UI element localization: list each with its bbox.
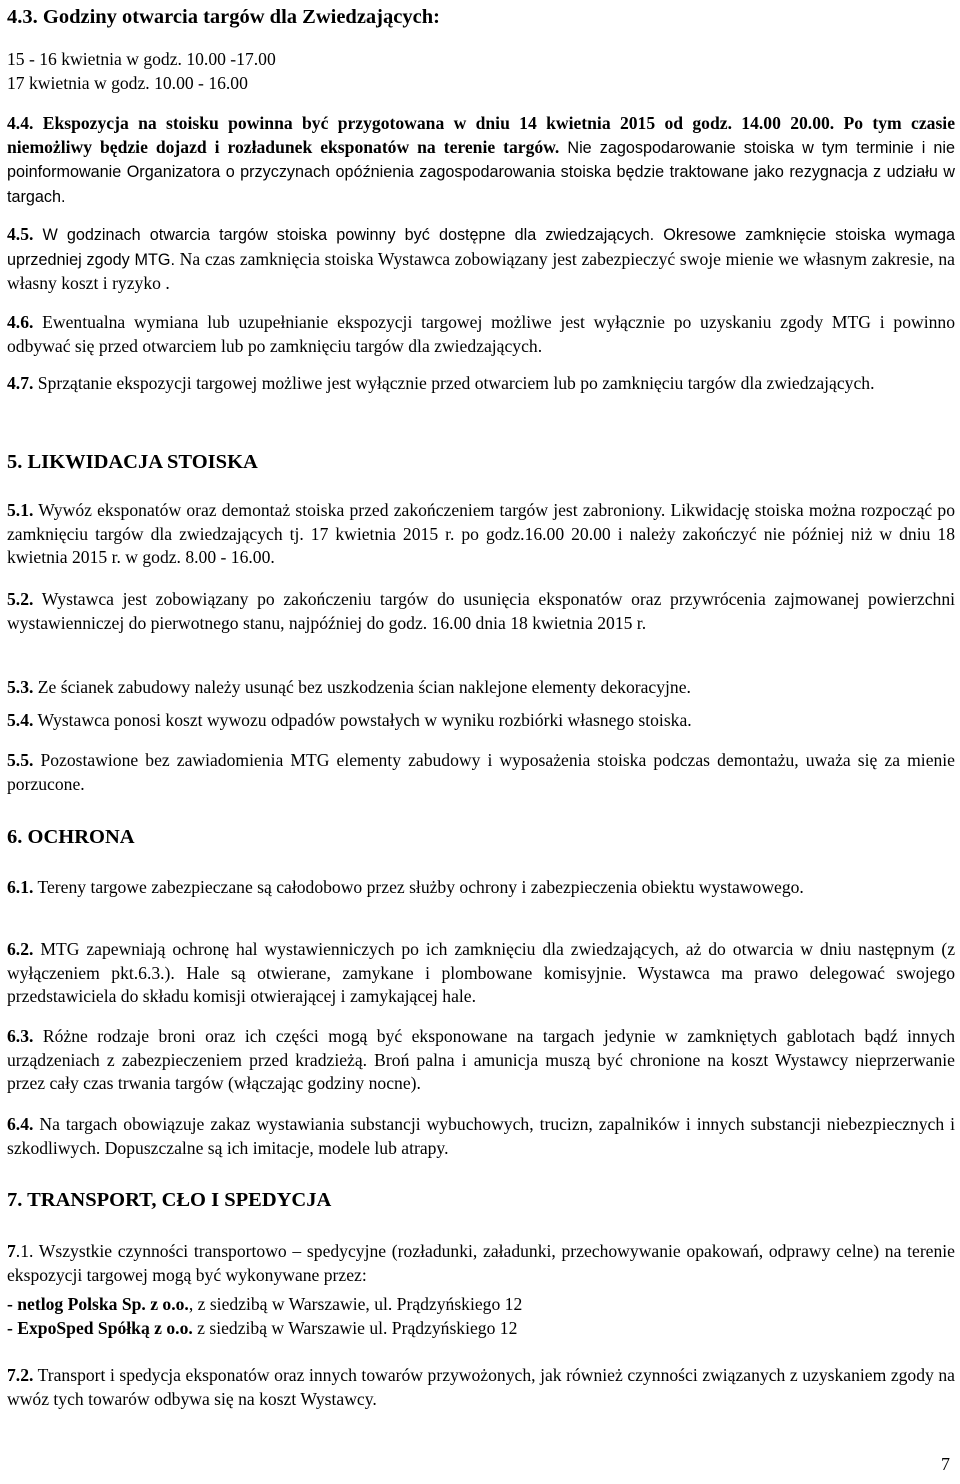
section-4-7-number: 4.7. xyxy=(7,373,34,393)
carrier-item-2 xyxy=(7,1317,955,1341)
section-4-5-text: Na czas zamknięcia stoiska Wystawca zobowiązany jest zabezpieczyć swoje mienie we własnym zakresie, na własny koszt i ryzyko . xyxy=(7,248,955,293)
section-7-1-number-rest: .1. xyxy=(15,1241,34,1261)
section-5-4-number: 5.4. xyxy=(7,710,34,730)
section-6-3-text: Różne rodzaje broni oraz ich części mogą być eksponowane na targach jedynie w zamkniętych gablotach bądź innych urządzeniach z zabezpieczeniem przed kradzieżą. Broń palna i amunicja muszą być chronione na koszt Wystawcy nieprzerwanie przez cały czas trwania targów (włączając godziny nocne). xyxy=(7,1026,955,1093)
section-6-3-number: 6.3. xyxy=(7,1026,34,1046)
section-7-1-number-bold: 7 xyxy=(7,1241,16,1261)
section-6-4-text: Na targach obowiązuje zakaz wystawiania substancji wybuchowych, trucizn, zapalników i innych substancji niebezpiecznych i szkodliwych. Dopuszczalne są ich imitacje, modele lub atrapy. xyxy=(7,1114,955,1158)
section-4-5-sans-text: W godzinach otwarcia targów stoiska powinny być dostępne dla zwiedzających. Okresowe zamknięcie stoiska wymaga uprzedniej zgody MTG. xyxy=(7,226,955,269)
hours-line-1: 15 - 16 kwietnia w godz. 10.00 -17.00 xyxy=(7,49,276,69)
section-6-3 xyxy=(7,1025,955,1096)
section-5-2-text: Wystawca jest zobowiązany po zakończeniu targów do usunięcia eksponatów oraz przywrócenia zajmowanej powierzchni wystawienniczej do pierwotnego stanu, najpóźniej do godz. 16.00 dnia 18 kwietnia 2015 r. xyxy=(7,589,955,633)
section-5-5-text: Pozostawione bez zawiadomienia MTG elementy zabudowy i wyposażenia stoiska podczas demontażu, uważa się za mienie porzucone. xyxy=(7,750,955,794)
section-5-2-number: 5.2. xyxy=(7,589,34,609)
section-5-3 xyxy=(7,676,955,700)
section-6-4-number: 6.4. xyxy=(7,1114,34,1134)
section-5-4 xyxy=(7,709,955,733)
section-4-4-bold: 4.4. Ekspozycja na stoisku powinna być przygotowana w dniu 14 kwietnia 2015 od godz. 14.00 20.00. Po tym czasie niemożliwy będzie dojazd i rozładunek eksponatów na terenie targów. xyxy=(7,113,955,157)
section-5-4-text: Wystawca ponosi koszt wywozu odpadów powstałych w wyniku rozbiórki własnego stoiska. xyxy=(33,710,692,730)
carrier-2-address: z siedzibą w Warszawie ul. Prądzyńskiego 12 xyxy=(192,1318,518,1338)
section-6-1-text: Tereny targowe zabezpieczane są całodobowo przez służby ochrony i zabezpieczenia obiektu wystawowego. xyxy=(33,877,804,897)
section-7-2 xyxy=(7,1364,955,1411)
section-7-1-text: Wszystkie czynności transportowo – spedycyjne (rozładunki, załadunki, przechowywanie opakowań, odprawy celne) na terenie ekspozycji targowej mogą być wykonywane przez: xyxy=(7,1241,955,1285)
carrier-1-address: , z siedzibą w Warszawie, ul. Prądzyńskiego 12 xyxy=(188,1294,523,1314)
section-5-heading: 5. LIKWIDACJA STOISKA xyxy=(7,451,258,473)
section-7-1 xyxy=(7,1240,955,1287)
section-4-3-title: 4.3. Godziny otwarcia targów dla Zwiedzających: xyxy=(7,6,440,28)
section-4-7-text: Sprzątanie ekspozycji targowej możliwe jest wyłącznie przed otwarciem lub po zamknięciu targów dla zwiedzających. xyxy=(33,373,875,393)
carrier-1-name: - netlog Polska Sp. z o.o. xyxy=(7,1294,189,1314)
section-6-4 xyxy=(7,1113,955,1160)
hours-line-2: 17 kwietnia w godz. 10.00 - 16.00 xyxy=(7,73,248,93)
section-6-2-text: MTG zapewniają ochronę hal wystawienniczych po ich zamknięciu dla zwiedzających, aż do otwarcia w dniu następnym (z wyłączeniem pkt.6.3.). Hale są otwierane, zamykane i plombowane komisyjnie. Wystawca ma prawo delegować swojego przedstawiciela do składu komisji otwierającej i zamykającej hale. xyxy=(7,939,955,1006)
carrier-2-name: - ExpoSped Spółką z o.o. xyxy=(7,1318,193,1338)
section-5-1 xyxy=(7,499,955,570)
section-5-1-text: Wywóz eksponatów oraz demontaż stoiska przed zakończeniem targów jest zabroniony. Likwidację stoiska można rozpocząć po zamknięciu targów dla zwiedzających tj. 17 kwietnia 2015 r. po godz.16.00 20.00 i należy zakończyć nie później niż w dniu 18 kwietnia 2015 r. w godz. 8.00 - 16.00. xyxy=(7,500,955,567)
section-5-5 xyxy=(7,749,955,796)
section-5-5-number: 5.5. xyxy=(7,750,34,770)
section-6-heading: 6. OCHRONA xyxy=(7,826,135,848)
section-4-4 xyxy=(7,112,955,209)
section-6-1 xyxy=(7,876,955,900)
section-4-7 xyxy=(7,372,955,396)
section-4-5 xyxy=(7,223,955,296)
page-number: 7 xyxy=(941,1454,950,1474)
section-5-3-text: Ze ścianek zabudowy należy usunąć bez uszkodzenia ścian naklejone elementy dekoracyjne. xyxy=(33,677,691,697)
section-7-heading: 7. TRANSPORT, CŁO I SPEDYCJA xyxy=(7,1189,332,1211)
section-5-2 xyxy=(7,588,955,635)
section-6-2 xyxy=(7,938,955,1009)
section-7-2-number: 7.2. xyxy=(7,1365,34,1385)
section-4-5-number: 4.5. xyxy=(7,224,34,244)
section-6-1-number: 6.1. xyxy=(7,877,34,897)
section-5-1-number: 5.1. xyxy=(7,500,34,520)
section-4-6 xyxy=(7,311,955,358)
section-4-6-text: Ewentualna wymiana lub uzupełnianie ekspozycji targowej możliwe jest wyłącznie po uzyskaniu zgody MTG i powinno odbywać się przed otwarciem lub po zamknięciu targów dla zwiedzających. xyxy=(7,312,955,356)
section-4-6-number: 4.6. xyxy=(7,312,34,332)
section-6-2-number: 6.2. xyxy=(7,939,34,959)
section-7-2-text: Transport i spedycja eksponatów oraz innych towarów przywożonych, jak również czynności związanych z uzyskaniem zgody na wwóz tych towarów odbywa się na koszt Wystawcy. xyxy=(7,1365,955,1409)
section-4-4-text: Nie zagospodarowanie stoiska w tym terminie i nie poinformowanie Organizatora o przyczynach opóźnienia zagospodarowania stoiska będzie traktowane jako rezygnacja z udziału w targach. xyxy=(7,138,955,206)
section-5-3-number: 5.3. xyxy=(7,677,34,697)
carrier-item-1 xyxy=(7,1293,955,1317)
